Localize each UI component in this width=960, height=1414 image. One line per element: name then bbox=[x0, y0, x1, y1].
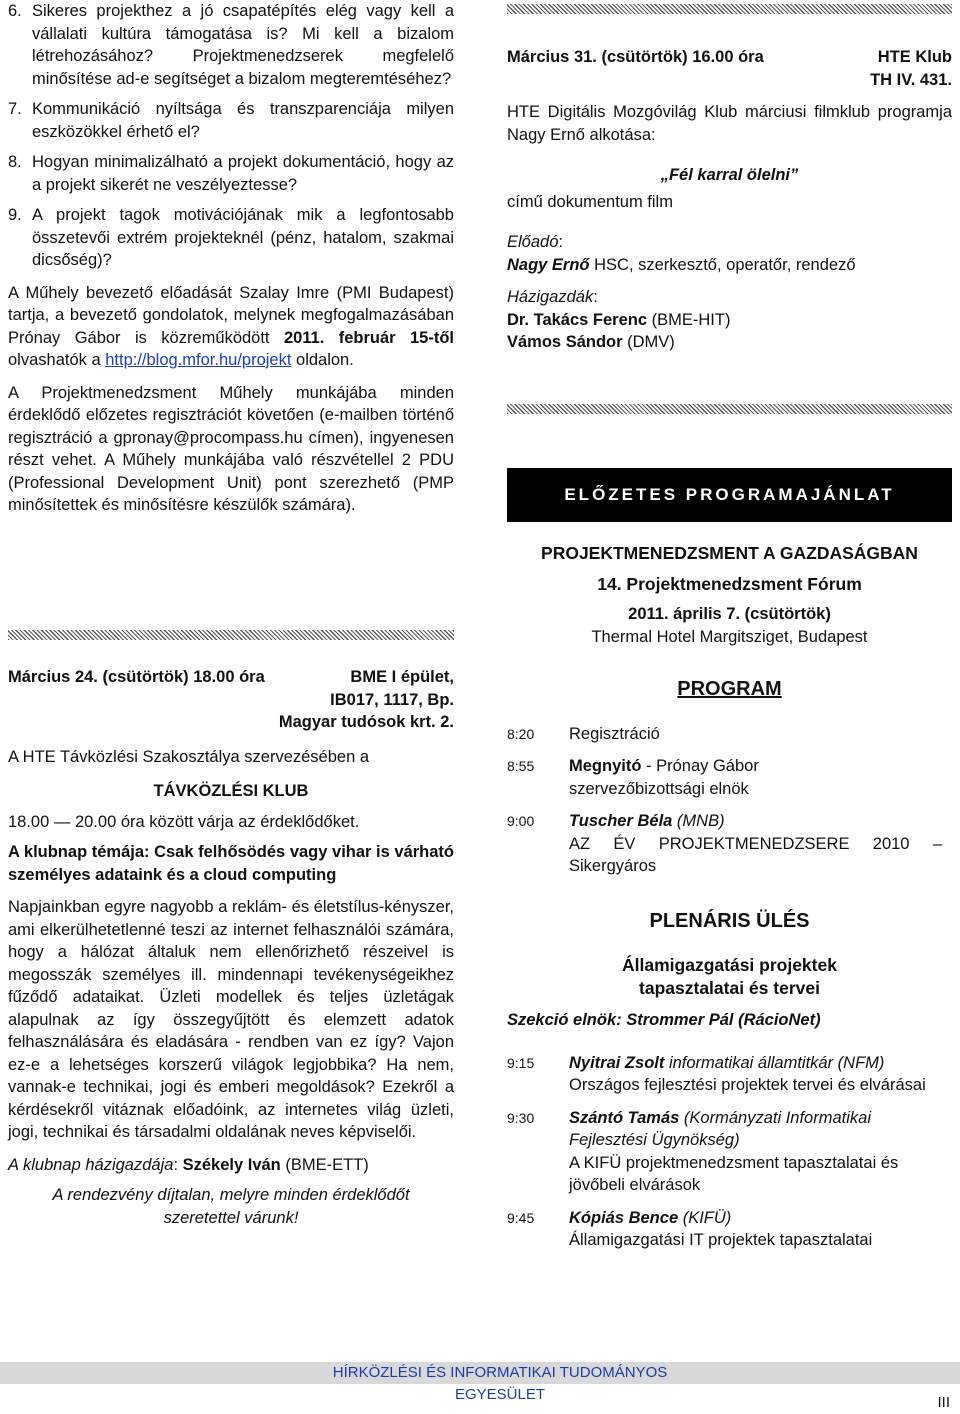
intro-paragraph: A Műhely bevezető előadását Szalay Imre (PMI Budapest) tartja, a bevezető gondolatok, melynek megfogalmazásában Prónay Gábor is közreműködött 2011. február 15-től olvashatók a http://blog.mfor.hu/projekt oldalon. bbox=[8, 283, 455, 369]
event1-date: Március 31. (csütörtök) 16.00 óra bbox=[507, 48, 764, 66]
event2-host: A klubnap házigazdája: Székely Iván (BME-ETT) bbox=[8, 1155, 369, 1174]
question-6: 6. Sikeres projekthez a jó csapatépítés elég vagy kell a vállalati kultúra támogatása is? Mi kell a bizalom létrehozásához? Projektmenedzserek megfelelő minősítése ad-e segítséget a bizalom megteremtéséhez? bbox=[8, 2, 454, 88]
plenary-subheading: Államigazgatási projektek tapasztalatai és tervei bbox=[622, 955, 837, 998]
page-number: III bbox=[937, 1394, 950, 1411]
event1-location-2: TH IV. 431. bbox=[870, 70, 952, 89]
blog-link[interactable]: http://blog.mfor.hu/projekt bbox=[105, 351, 292, 369]
schedule-item-nyitrai: 9:15 Nyitrai Zsolt informatikai államtitkár (NFM) Országos fejlesztési projektek tervei és elvárásai bbox=[507, 1053, 926, 1094]
event2-topic: A klubnap témája: Csak felhősödés vagy vihar is várható személyes adataink és a cloud computing bbox=[8, 843, 454, 884]
event2-location-3: Magyar tudósok krt. 2. bbox=[278, 713, 454, 731]
divider-right-middle bbox=[507, 404, 952, 414]
program-banner: ELŐZETES PROGRAMAJÁNLAT bbox=[507, 468, 952, 522]
conference-title: PROJEKTMENEDZSMENT A GAZDASÁGBAN bbox=[541, 543, 918, 563]
left-column bbox=[8, 0, 454, 517]
event1-location-1: HTE Klub bbox=[877, 48, 952, 66]
event2-organizer: A HTE Távközlési Szakosztálya szervezésében a bbox=[8, 747, 370, 766]
event2-header bbox=[8, 666, 454, 689]
divider-left bbox=[8, 630, 454, 640]
schedule-item-keynote: 9:00 Tuscher Béla (MNB) AZ ÉV PROJEKTMENEDZSERE 2010 – Sikergyáros bbox=[507, 812, 942, 875]
schedule-item-opening: 8:55 Megnyitó - Prónay Gábor szervezőbizottsági elnök bbox=[507, 757, 759, 798]
program-heading: PROGRAM bbox=[677, 678, 782, 700]
event1-host-1: Dr. Takács Ferenc (BME-HIT) bbox=[507, 310, 731, 329]
event2-club: TÁVKÖZLÉSI KLUB bbox=[153, 782, 309, 800]
divider-right-top bbox=[507, 4, 952, 14]
conference-section bbox=[507, 542, 952, 1252]
event1-film-title: „Fél karral ölelni” bbox=[660, 166, 799, 184]
schedule-item-kopias: 9:45 Kópiás Bence (KIFÜ) Államigazgatási IT projektek tapasztalatai bbox=[507, 1208, 873, 1249]
footer-organization: HÍRKÖZLÉSI ÉS INFORMATIKAI TUDOMÁNYOS EGYESÜLET bbox=[332, 1364, 668, 1403]
registration-paragraph: A Projektmenedzsment Műhely munkájába minden érdeklődő előzetes regisztrációt követően (e-mailben történő regisztráció a gpronay@procompass.hu címen), ingyenesen részt vehet. A Műhely munkájába való részvétellel 2 PDU (Professional Development Unit) pont szerezhető (PMP minősítettek és minősítésre készülők számára). bbox=[8, 383, 454, 514]
question-8: 8. Hogyan minimalizálható a projekt dokumentáció, hogy az a projekt sikerét ne veszélyeztesse? bbox=[8, 153, 454, 194]
question-7: 7. Kommunikáció nyíltsága és transzparenciája milyen eszközökkel érhető el? bbox=[8, 100, 454, 141]
event1-description: HTE Digitális Mozgóvilág Klub márciusi filmklub programja Nagy Ernő alkotása: bbox=[507, 103, 952, 144]
conference-date: 2011. április 7. (csütörtök) bbox=[628, 605, 831, 623]
event1-hosts-label: Házigazdák: bbox=[507, 288, 598, 306]
event2-closing: A rendezvény díjtalan, melyre minden érdeklődőt szeretettel várunk! bbox=[52, 1186, 410, 1227]
event-tavkozlesi-klub bbox=[8, 666, 454, 1229]
conference-venue: Thermal Hotel Margitsziget, Budapest bbox=[591, 627, 868, 646]
event2-date: Március 24. (csütörtök) 18.00 óra bbox=[8, 668, 265, 686]
schedule-item-szanto: 9:30 Szántó Tamás (Kormányzati Informatikai Fejlesztési Ügynökség) A KIFÜ projektmenedzsment tapasztalatai és jövőbeli elvárások bbox=[507, 1108, 899, 1194]
schedule-item-registration: 8:20 Regisztráció bbox=[507, 724, 660, 743]
conference-subtitle: 14. Projektmenedzsment Fórum bbox=[597, 573, 862, 594]
event2-location-2: IB017, 1117, Bp. bbox=[330, 690, 454, 709]
plenary-heading: PLENÁRIS ÜLÉS bbox=[649, 909, 810, 932]
event1-presenter-label: Előadó: bbox=[507, 233, 563, 251]
section-chair: Szekció elnök: Strommer Pál (RácioNet) bbox=[507, 1011, 821, 1029]
event1-header bbox=[507, 46, 952, 69]
question-9: 9. A projekt tagok motivációjának mik a legfontosabb összetevői extrém projekteknél (pénz, hatalom, szakmai dicsőség)? bbox=[8, 206, 454, 269]
event1-host-2: Vámos Sándor (DMV) bbox=[507, 333, 675, 351]
event2-body: Napjainkban egyre nagyobb a reklám- és életstílus-kényszer, ami elkerülhetetlenné teszi az internet felhasználói számára, hogy a hálózat általuk nem ellenőrizhető részeivel is megosszák személyes ill. mindennapi tevékenységeikhez fűződő adataikat. Üzleti modellek és teljes üzletágak alapulnak az így összegyűjtött és elemzett adatok felhasználására és eladására - rendben van ez így? Vajon ez-e a lehetséges korszerű világok legjobbika? Ha nem, vannak-e technikai, jogi és emberi megoldások? Ezekről a kérdésekről vitáznak előadóink, az internetes világ üzleti, jogi, technikai és társadalmi oldalának neves képviselői. bbox=[8, 898, 454, 1141]
event2-location-1: BME I épület, bbox=[350, 668, 454, 686]
event1-film-type: című dokumentum film bbox=[507, 192, 673, 211]
event-filmklub bbox=[507, 46, 952, 354]
event2-time: 18.00 — 20.00 óra között várja az érdeklődőket. bbox=[8, 812, 360, 831]
event1-presenter: Nagy Ernő HSC, szerkesztő, operatőr, rendező bbox=[507, 255, 856, 274]
